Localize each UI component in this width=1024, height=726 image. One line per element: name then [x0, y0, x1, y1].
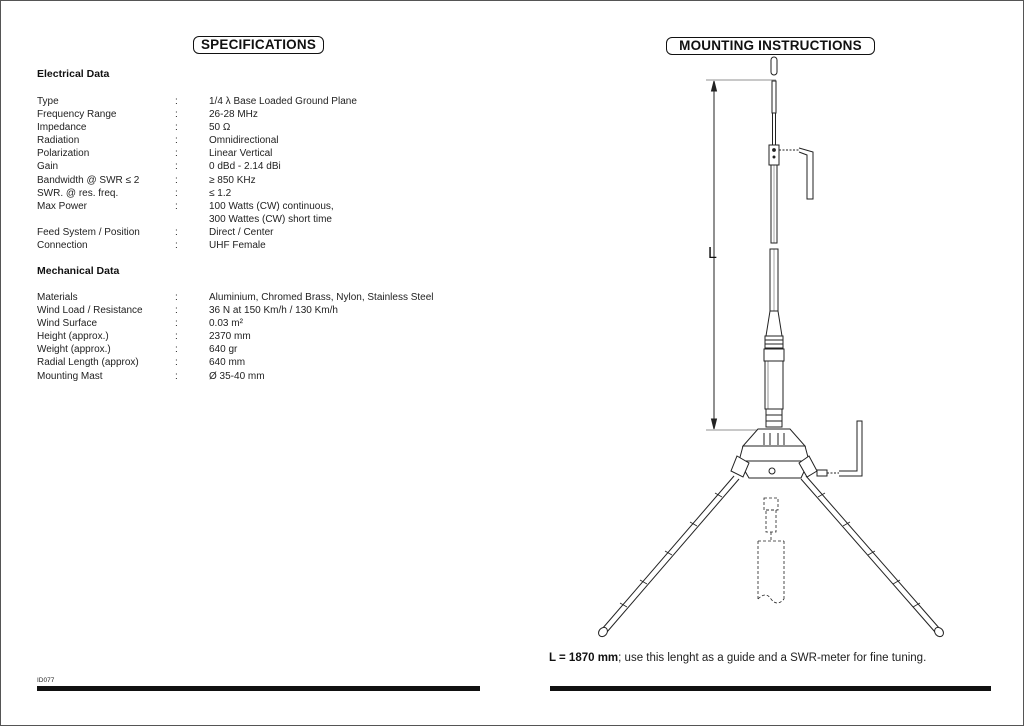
- upper-whip: [772, 81, 776, 146]
- length-note-value: L = 1870 mm: [549, 652, 619, 664]
- spec-separator: :: [175, 200, 178, 212]
- spec-value: [209, 291, 434, 304]
- spec-row: [37, 187, 477, 200]
- right-radial: [801, 476, 945, 638]
- spec-separator: :: [175, 174, 178, 186]
- spec-label: Materials: [37, 292, 78, 303]
- mounting-mast: [758, 498, 784, 603]
- spec-separator: :: [175, 109, 178, 121]
- spec-label: Height (approx.): [37, 331, 109, 343]
- spec-row: [37, 370, 477, 383]
- spec-separator: :: [175, 305, 178, 317]
- mechanical-data-table: [37, 291, 477, 383]
- spec-value: [209, 121, 230, 134]
- antenna-mounting-diagram: [581, 51, 981, 651]
- spec-value: [209, 239, 266, 252]
- spec-label: Radial Length (approx): [37, 357, 139, 369]
- footer-rule-right: [550, 686, 991, 691]
- spec-value: [209, 317, 243, 330]
- spec-label: SWR. @ res. freq.: [37, 187, 119, 199]
- spec-separator: :: [175, 331, 178, 343]
- spec-row: [37, 134, 477, 147]
- spec-separator: :: [175, 161, 178, 173]
- spec-value-line: 36 N at 150 Km/h / 130 Km/h: [209, 305, 338, 317]
- spec-label: Impedance: [37, 122, 87, 134]
- spec-row: [37, 160, 477, 173]
- spec-label: Radiation: [37, 135, 80, 147]
- spec-value: [209, 108, 258, 121]
- spec-row: [37, 95, 477, 108]
- spec-separator: :: [175, 318, 178, 330]
- spec-value-line: Direct / Center: [209, 226, 274, 238]
- spec-separator: :: [175, 240, 178, 252]
- left-radial: [597, 476, 739, 638]
- spec-value-line: 2370 mm: [209, 331, 251, 343]
- spec-row: [37, 343, 477, 356]
- spec-label: Max Power: [37, 200, 88, 212]
- base-allen-key: [817, 421, 862, 476]
- spec-label: Polarization: [37, 148, 90, 160]
- spec-row: [37, 356, 477, 369]
- base-hub: [731, 429, 817, 478]
- spec-value: [209, 174, 256, 187]
- length-note: [549, 652, 926, 664]
- spec-label: Feed System / Position: [37, 226, 140, 238]
- spec-value-line: 640 gr: [209, 344, 238, 356]
- specifications-title: SPECIFICATIONS: [193, 36, 324, 54]
- spec-label: Mounting Mast: [37, 370, 103, 382]
- footer-rule-left: [37, 686, 480, 691]
- spec-label: Frequency Range: [37, 109, 117, 121]
- whip-ferrule: [765, 311, 783, 348]
- spec-value: [209, 187, 231, 200]
- spec-value-line: 0.03 m²: [209, 318, 243, 330]
- spec-value: [209, 200, 334, 226]
- spec-separator: :: [175, 148, 178, 160]
- electrical-data-table: [37, 95, 477, 252]
- spec-value: [209, 160, 281, 173]
- spec-label: Bandwidth @ SWR ≤ 2: [37, 174, 140, 186]
- spec-separator: :: [175, 187, 178, 199]
- spec-row: [37, 239, 477, 252]
- spec-value: [209, 95, 357, 108]
- document-code: ID077: [37, 677, 55, 684]
- spec-separator: :: [175, 370, 178, 382]
- spec-row: [37, 330, 477, 343]
- spec-value-line: 300 Wattes (CW) short time: [209, 213, 332, 225]
- spec-label: Wind Load / Resistance: [37, 305, 143, 317]
- spec-separator: :: [175, 96, 178, 107]
- spec-label: Weight (approx.): [37, 344, 111, 356]
- spec-row: [37, 174, 477, 187]
- spec-value-line: 100 Watts (CW) continuous,: [209, 200, 334, 212]
- mechanical-data-heading: Mechanical Data: [37, 265, 120, 277]
- mounting-instructions-title: MOUNTING INSTRUCTIONS: [666, 37, 875, 55]
- loading-coil-housing: [764, 349, 784, 427]
- spec-value-line: ≤ 1.2: [209, 187, 232, 199]
- dimension-label-l: L: [708, 245, 717, 262]
- spec-value: [209, 134, 278, 147]
- electrical-data-heading: Electrical Data: [37, 68, 110, 80]
- spec-value: [209, 370, 265, 383]
- spec-row: [37, 291, 477, 304]
- spec-value: [209, 304, 338, 317]
- mid-whip: [771, 165, 777, 243]
- spec-separator: :: [175, 357, 178, 369]
- spec-row: [37, 108, 477, 121]
- spec-row: [37, 200, 477, 226]
- spec-row: [37, 147, 477, 160]
- spec-value: [209, 226, 273, 239]
- spec-separator: :: [175, 122, 178, 134]
- spec-value-line: Omnidirectional: [209, 135, 279, 147]
- spec-separator: :: [175, 226, 178, 238]
- spec-separator: :: [175, 344, 178, 356]
- spec-value: [209, 343, 237, 356]
- whip-tip: [771, 57, 777, 75]
- spec-value-line: Linear Vertical: [209, 148, 273, 160]
- spec-label: Connection: [37, 240, 88, 252]
- spec-label: Type: [37, 96, 59, 107]
- spec-row: [37, 226, 477, 239]
- spec-row: [37, 121, 477, 134]
- spec-value: [209, 147, 272, 160]
- spec-value-line: 1/4 λ Base Loaded Ground Plane: [209, 96, 357, 107]
- spec-value-line: Ø 35-40 mm: [209, 370, 265, 382]
- spec-label: Wind Surface: [37, 318, 98, 330]
- spec-value: [209, 356, 245, 369]
- spec-row: [37, 304, 477, 317]
- spec-value-line: 640 mm: [209, 357, 246, 369]
- spec-value-line: Aluminium, Chromed Brass, Nylon, Stainless Steel: [209, 292, 434, 303]
- spec-row: [37, 317, 477, 330]
- spec-value: [209, 330, 251, 343]
- spec-separator: :: [175, 135, 178, 147]
- spec-value-line: 50 Ω: [209, 122, 231, 134]
- spec-value-line: ≥ 850 KHz: [209, 174, 256, 186]
- spec-separator: :: [175, 292, 178, 303]
- spec-value-line: 26-28 MHz: [209, 109, 258, 121]
- lower-whip: [770, 249, 778, 311]
- spec-label: Gain: [37, 161, 59, 173]
- spec-value-line: 0 dBd - 2.14 dBi: [209, 161, 281, 173]
- spec-value-line: UHF Female: [209, 240, 266, 252]
- length-note-text: ; use this lenght as a guide and a SWR-meter for fine tuning.: [618, 652, 927, 664]
